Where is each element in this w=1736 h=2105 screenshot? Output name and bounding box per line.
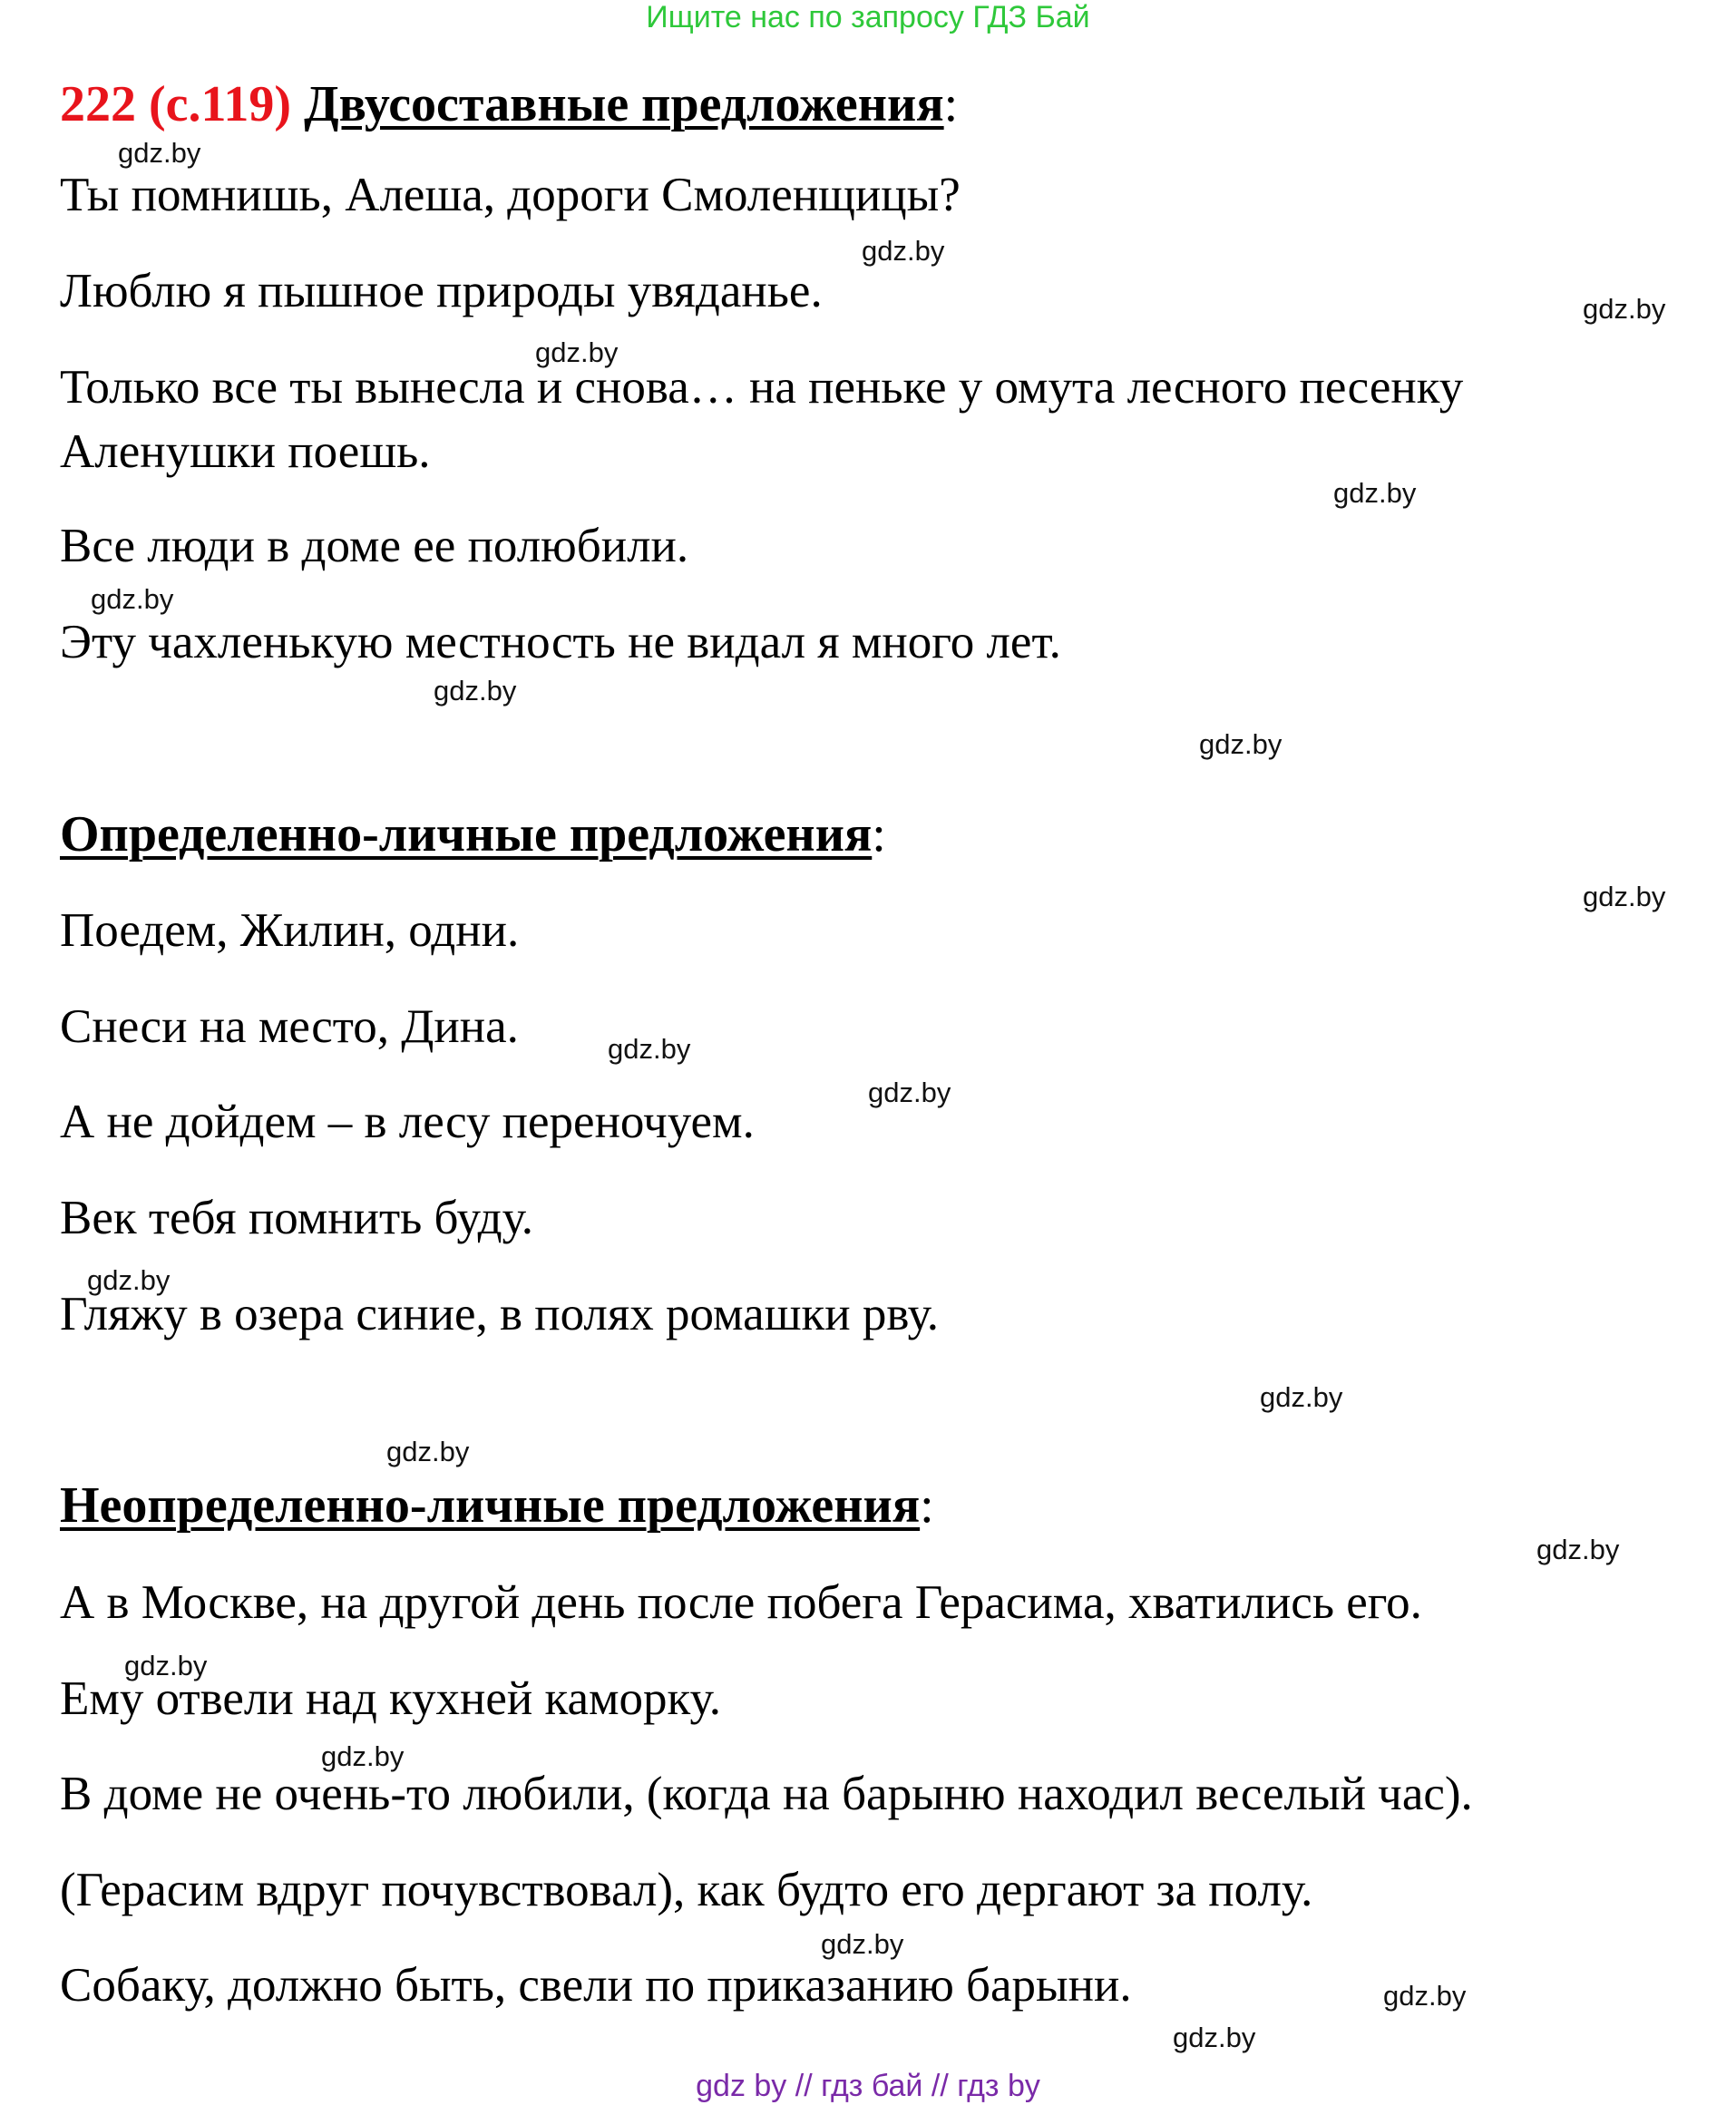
- watermark: gdz.by: [535, 336, 619, 368]
- section1-line: Аленушки поешь.: [60, 425, 431, 478]
- colon: :: [943, 76, 959, 132]
- section2-line: А не дойдем – в лесу переночуем.: [60, 1096, 755, 1148]
- watermark: gdz.by: [321, 1740, 405, 1772]
- section3-line: В доме не очень-то любили, (когда на барыню находил веселый час).: [60, 1768, 1473, 1820]
- section3-heading: [60, 1476, 934, 1535]
- watermark: gdz.by: [862, 235, 945, 267]
- watermark: gdz.by: [1583, 881, 1666, 912]
- section3-line: Ему отвели над кухней каморку.: [60, 1672, 721, 1725]
- section1-line: Все люди в доме ее полюбили.: [60, 520, 689, 572]
- watermark: gdz.by: [386, 1436, 470, 1467]
- exercise-title: [60, 74, 958, 134]
- watermark: gdz.by: [1333, 477, 1417, 509]
- watermark: gdz.by: [124, 1650, 208, 1681]
- watermark: gdz.by: [821, 1928, 904, 1960]
- section1-line: Люблю я пышное природы увяданье.: [60, 265, 823, 317]
- watermark: gdz.by: [118, 137, 201, 169]
- colon: :: [872, 806, 886, 862]
- exercise-number: 222 (с.119): [60, 76, 292, 132]
- section1-line: Только все ты вынесла и снова… на пеньке у омута лесного песенку: [60, 361, 1464, 414]
- section1-line: Эту чахленькую местность не видал я много лет.: [60, 616, 1061, 668]
- footer-links: gdz by // гдз бай // гдз by: [696, 2069, 1040, 2103]
- section3-line: Собаку, должно быть, свели по приказанию барыни.: [60, 1959, 1132, 2012]
- watermark: gdz.by: [87, 1264, 171, 1296]
- watermark: gdz.by: [868, 1077, 951, 1108]
- watermark: gdz.by: [608, 1033, 691, 1065]
- top-banner: Ищите нас по запросу ГДЗ Бай: [646, 0, 1090, 34]
- watermark: gdz.by: [1199, 728, 1282, 760]
- section2-line: Снеси на место, Дина.: [60, 1000, 519, 1053]
- watermark: gdz.by: [1260, 1381, 1343, 1413]
- section3-line: (Герасим вдруг почувствовал), как будто его дергают за полу.: [60, 1864, 1313, 1916]
- watermark: gdz.by: [1383, 1980, 1467, 2012]
- watermark: gdz.by: [1583, 293, 1666, 325]
- watermark: gdz.by: [1173, 2022, 1256, 2053]
- section3-heading-text: Неопределенно-личные предложения: [60, 1477, 921, 1534]
- section1-heading: Двусоставные предложения: [304, 76, 944, 132]
- section2-line: Гляжу в озера синие, в полях ромашки рву.: [60, 1288, 940, 1340]
- watermark: gdz.by: [1536, 1534, 1620, 1565]
- section3-line: А в Москве, на другой день после побега Герасима, хватились его.: [60, 1576, 1422, 1629]
- section2-line: Век тебя помнить буду.: [60, 1192, 534, 1244]
- section2-heading: [60, 804, 886, 864]
- section2-heading-text: Определенно-личные предложения: [60, 806, 873, 862]
- section2-line: Поедем, Жилин, одни.: [60, 904, 520, 957]
- watermark: gdz.by: [434, 675, 517, 707]
- section1-line: Ты помнишь, Алеша, дороги Смоленщицы?: [60, 169, 961, 221]
- colon: :: [920, 1477, 934, 1534]
- watermark: gdz.by: [91, 583, 174, 615]
